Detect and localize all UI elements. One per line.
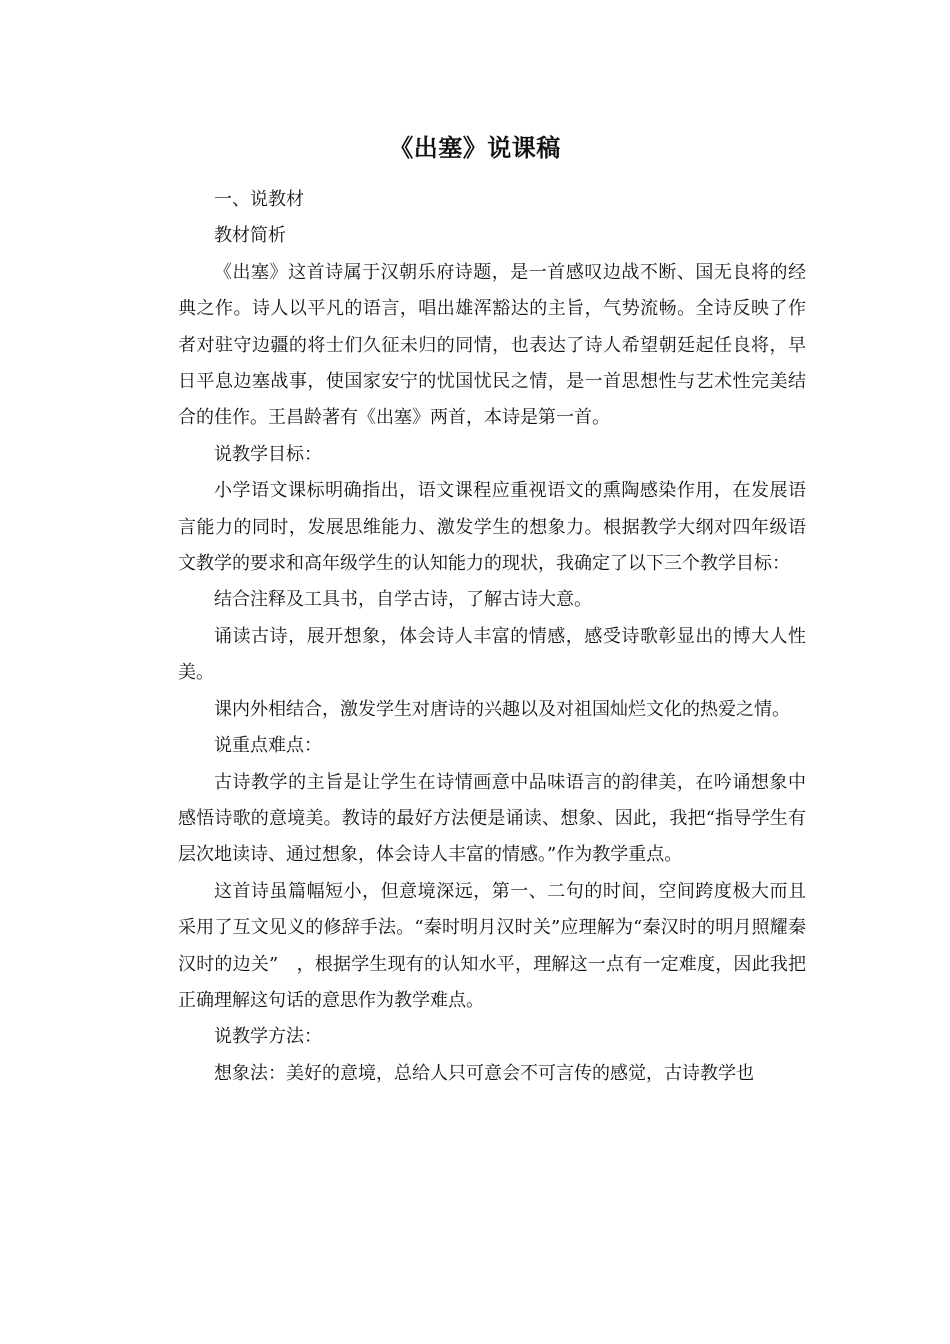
subheading-teaching-goals: 说教学目标： — [214, 443, 322, 465]
goal-item-2: 诵读古诗，展开想象，体会诗人丰富的情感，感受诗歌彰显出的博大人性美。 — [178, 625, 806, 684]
goal-item-1: 结合注释及工具书，自学古诗，了解古诗大意。 — [214, 589, 592, 611]
document-title: 《出塞》说课稿 — [389, 133, 561, 162]
subheading-material-analysis: 教材简析 — [214, 225, 286, 247]
paragraph-imagination-method: 想象法：美好的意境，总给人只可意会不可言传的感觉，古诗教学也 — [214, 1062, 754, 1084]
paragraph-goals-rationale: 小学语文课标明确指出，语文课程应重视语文的熏陶感染作用，在发展语言能力的同时，发展思维能力、激发学生的想象力。根据教学大纲对四年级语文教学的要求和高年级学生的认知能力的现状，我确定了以下三个教学目标： — [178, 480, 806, 575]
paragraph-key-points: 古诗教学的主旨是让学生在诗情画意中品味语言的韵律美，在吟诵想象中感悟诗歌的意境美。教诗的最好方法便是诵读、想象、因此，我把“指导学生有层次地读诗、通过想象，体会诗人丰富的情感。”作为教学重点。 — [178, 771, 806, 866]
subheading-teaching-methods: 说教学方法： — [214, 1026, 322, 1048]
subheading-key-difficulties: 说重点难点： — [214, 735, 322, 757]
document-body — [178, 182, 806, 1092]
section-heading-teaching-material: 一、说教材 — [214, 189, 304, 210]
paragraph-difficulties: 这首诗虽篇幅短小，但意境深远，第一、二句的时间，空间跨度极大而且采用了互文见义的修辞手法。“秦时明月汉时关”应理解为“秦汉时的明月照耀秦汉时的边关” ，根据学生现有的认知水平，理解这一点有一定难度，因此我把正确理解这句话的意思作为教学难点。 — [178, 880, 806, 1011]
goal-item-3: 课内外相结合，激发学生对唐诗的兴趣以及对祖国灿烂文化的热爱之情。 — [214, 698, 790, 720]
paragraph-poem-introduction: 《出塞》这首诗属于汉朝乐府诗题，是一首感叹边战不断、国无良将的经典之作。诗人以平凡的语言，唱出雄浑豁达的主旨，气势流畅。全诗反映了作者对驻守边疆的将士们久征未归的同情，也表达了诗人希望朝廷起任良将，早日平息边塞战事，使国家安宁的忧国忧民之情，是一首思想性与艺术性完美结合的佳作。王昌龄著有《出塞》两首，本诗是第一首。 — [178, 261, 806, 429]
